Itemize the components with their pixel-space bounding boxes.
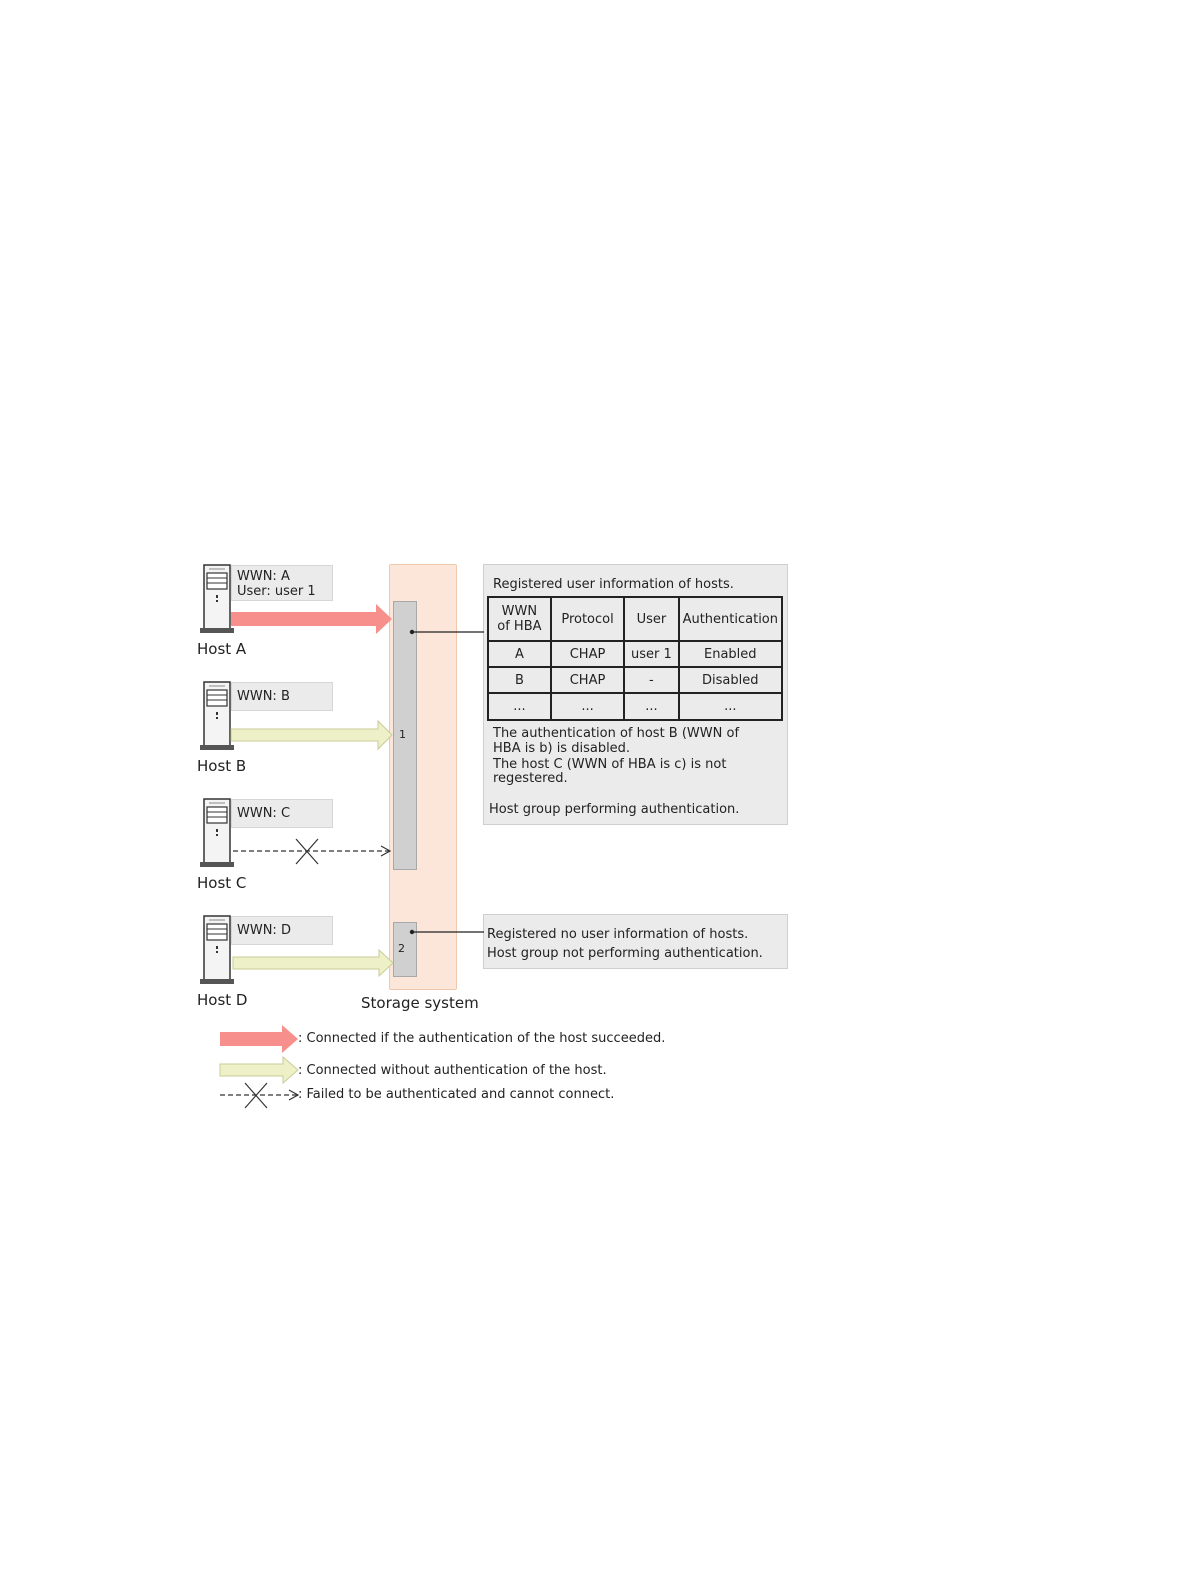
port-1-number: 1 (399, 728, 406, 741)
note1-line1: The authentication of host B (WWN of (493, 726, 740, 741)
header-wwn-text: WWN of HBA (497, 604, 542, 634)
cell-protocol: CHAP (551, 641, 624, 667)
port-2-number: 2 (398, 942, 405, 955)
note1-line2: HBA is b) is disabled. (493, 741, 631, 756)
cell-protocol: ... (551, 693, 624, 720)
cell-authentication: ... (679, 693, 782, 720)
unregistered-line1: Registered no user information of hosts. (487, 927, 749, 942)
storage-system-label: Storage system (361, 994, 479, 1012)
legend-yellow-arrow (220, 1057, 298, 1083)
host-a-label: Host A (197, 640, 247, 658)
legend-red-arrow (220, 1025, 298, 1053)
auth-arrow-host-a (231, 604, 392, 634)
cell-user: user 1 (624, 641, 678, 667)
cell-wwn: A (488, 641, 551, 667)
header-user: User (624, 597, 678, 641)
unregistered-line2: Host group not performing authentication. (487, 946, 763, 961)
registered-box-title: Registered user information of hosts. (493, 577, 734, 592)
legend-failed-text: : Failed to be authenticated and cannot connect. (298, 1087, 615, 1102)
cell-authentication: Disabled (679, 667, 782, 693)
host-d-label: Host D (197, 991, 248, 1009)
wwn-host-a: WWN: A (237, 569, 290, 584)
noauth-arrow-host-b (231, 721, 392, 749)
wwn-host-c: WWN: C (237, 806, 291, 821)
legend-yellow-text: : Connected without authentication of the host. (298, 1063, 607, 1078)
header-authentication: Authentication (679, 597, 782, 641)
failed-arrow-host-c (233, 839, 390, 864)
connector-port-2 (410, 930, 484, 934)
wwn-host-b: WWN: B (237, 689, 290, 704)
noauth-arrow-host-d (233, 950, 393, 976)
cell-protocol: CHAP (551, 667, 624, 693)
cell-user: - (624, 667, 678, 693)
cell-wwn: ... (488, 693, 551, 720)
legend-failed-arrow (220, 1083, 298, 1108)
legend-red-text: : Connected if the authentication of the host succeeded. (298, 1031, 666, 1046)
header-protocol: Protocol (551, 597, 624, 641)
host-b-label: Host B (197, 757, 247, 775)
note2-line1: The host C (WWN of HBA is c) is not (493, 757, 727, 772)
cell-user: ... (624, 693, 678, 720)
registered-box-footer: Host group performing authentication. (489, 802, 740, 817)
connector-port-1 (410, 630, 484, 634)
cell-authentication: Enabled (679, 641, 782, 667)
cell-wwn: B (488, 667, 551, 693)
user-host-a: User: user 1 (237, 584, 316, 599)
host-c-label: Host C (197, 874, 247, 892)
note2-line2: regestered. (493, 771, 568, 786)
wwn-host-d: WWN: D (237, 923, 291, 938)
